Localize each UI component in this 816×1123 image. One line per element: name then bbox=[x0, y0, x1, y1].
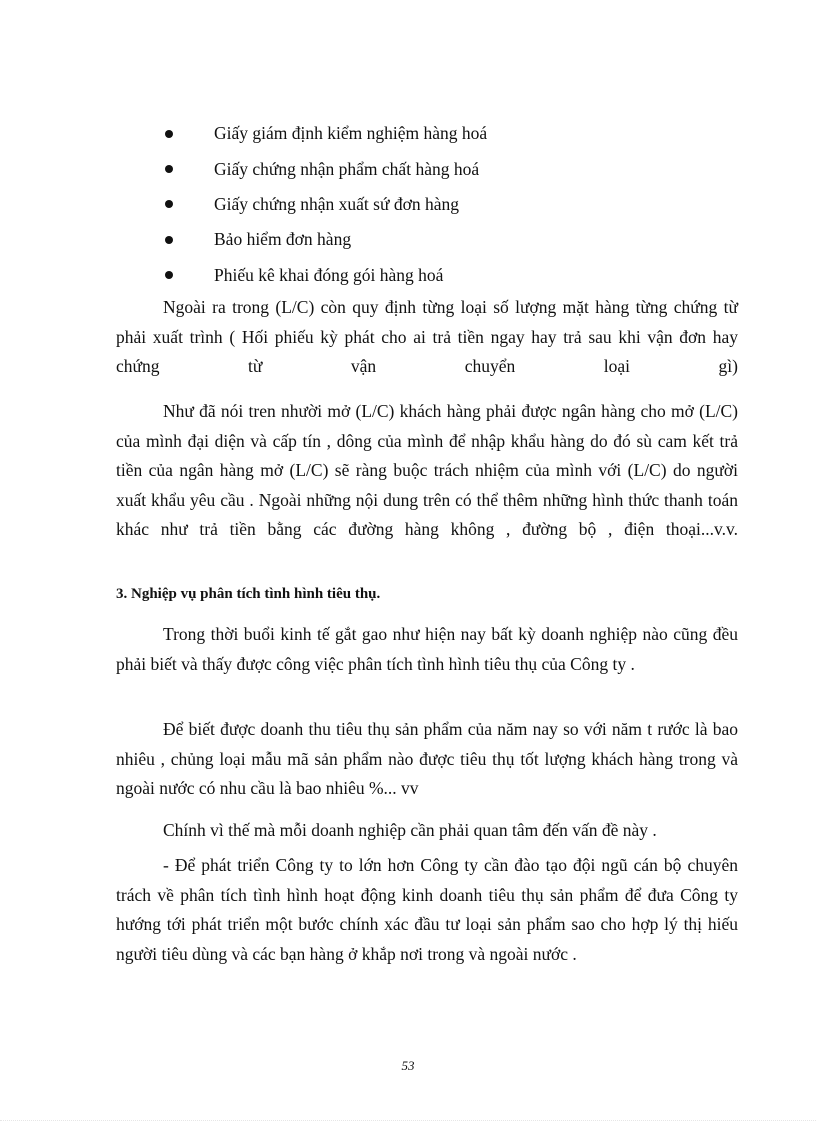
paragraph-consumption-analysis bbox=[116, 620, 738, 679]
bullet-item bbox=[160, 116, 720, 151]
paragraph-development bbox=[116, 851, 738, 969]
bullet-text: Phiếu kê khai đóng gói hàng hoá bbox=[214, 264, 444, 285]
paragraph-lc-regulations bbox=[116, 293, 738, 382]
page-number: 53 bbox=[401, 1058, 415, 1073]
footer-divider bbox=[0, 1120, 816, 1121]
paragraph-text: Ngoài ra trong (L/C) còn quy định từng loại số lượng mặt hàng từng chứng từ phải xuất trình ( Hối phiếu kỳ phát cho ai trả tiền ngay hay trả sau khi vận đơn hay chứng từ vận chuyển loại gì) bbox=[116, 297, 738, 377]
paragraph-text: - Để phát triển Công ty to lớn hơn Công ty cần đào tạo đội ngũ cán bộ chuyên trách về phân tích tình hình hoạt động kinh doanh tiêu thụ sản phẩm để đưa Công ty hướng tới phát triển một bước chính xác đầu tư loại sản phẩm sao cho hợp lý thị hiếu người tiêu dùng và các bạn hàng ở khắp nơi trong và ngoài nước . bbox=[116, 855, 738, 964]
section-heading: 3. Nghiệp vụ phân tích tình hình tiêu thụ. bbox=[116, 586, 381, 602]
bullet-list bbox=[160, 116, 720, 293]
bullet-icon bbox=[165, 271, 173, 279]
paragraph-revenue bbox=[116, 715, 738, 804]
bullet-item bbox=[160, 151, 720, 186]
bullet-icon bbox=[165, 236, 173, 244]
bullet-item bbox=[160, 187, 720, 222]
bullet-icon bbox=[165, 200, 173, 208]
paragraph-text: Trong thời buổi kinh tế gắt gao như hiện nay bất kỳ doanh nghiệp nào cũng đều phải biết và thấy được công việc phân tích tình hình tiêu thụ của Công ty . bbox=[116, 624, 738, 674]
bullet-icon bbox=[165, 165, 173, 173]
bullet-item bbox=[160, 258, 720, 293]
bullet-text: Giấy giám định kiểm nghiệm hàng hoá bbox=[214, 123, 488, 144]
bullet-text: Bảo hiểm đơn hàng bbox=[214, 229, 352, 250]
paragraph-attention bbox=[116, 816, 738, 846]
bullet-icon bbox=[165, 130, 173, 138]
bullet-text: Giấy chứng nhận phẩm chất hàng hoá bbox=[214, 158, 480, 179]
paragraph-text: Như đã nói tren nhười mở (L/C) khách hàng phải được ngân hàng cho mở (L/C) của mình đại diện và cấp tín , dông của mình để nhập khẩu hàng do đó sù cam kết trả tiền của ngân hàng mở (L/C) sẽ ràng buộc trách nhiệm của mình với (L/C) do người xuất khẩu yêu cầu . Ngoài những nội dung trên có thể thêm những hình thức thanh toán khác như trả tiền bằng các đường hàng không , đường bộ , điện thoại...v.v. bbox=[116, 401, 738, 540]
bullet-item bbox=[160, 222, 720, 257]
paragraph-text: Chính vì thế mà mỗi doanh nghiệp cần phải quan tâm đến vấn đề này . bbox=[163, 820, 657, 840]
bullet-text: Giấy chứng nhận xuất sứ đơn hàng bbox=[214, 193, 459, 214]
paragraph-lc-commitment bbox=[116, 397, 738, 545]
paragraph-text: Để biết được doanh thu tiêu thụ sản phẩm của năm nay so với năm t rước là bao nhiêu , chủng loại mẫu mã sản phẩm nào được tiêu thụ tốt lượng khách hàng trong và ngoài nước có nhu cầu là bao nhiêu %... vv bbox=[116, 719, 738, 799]
